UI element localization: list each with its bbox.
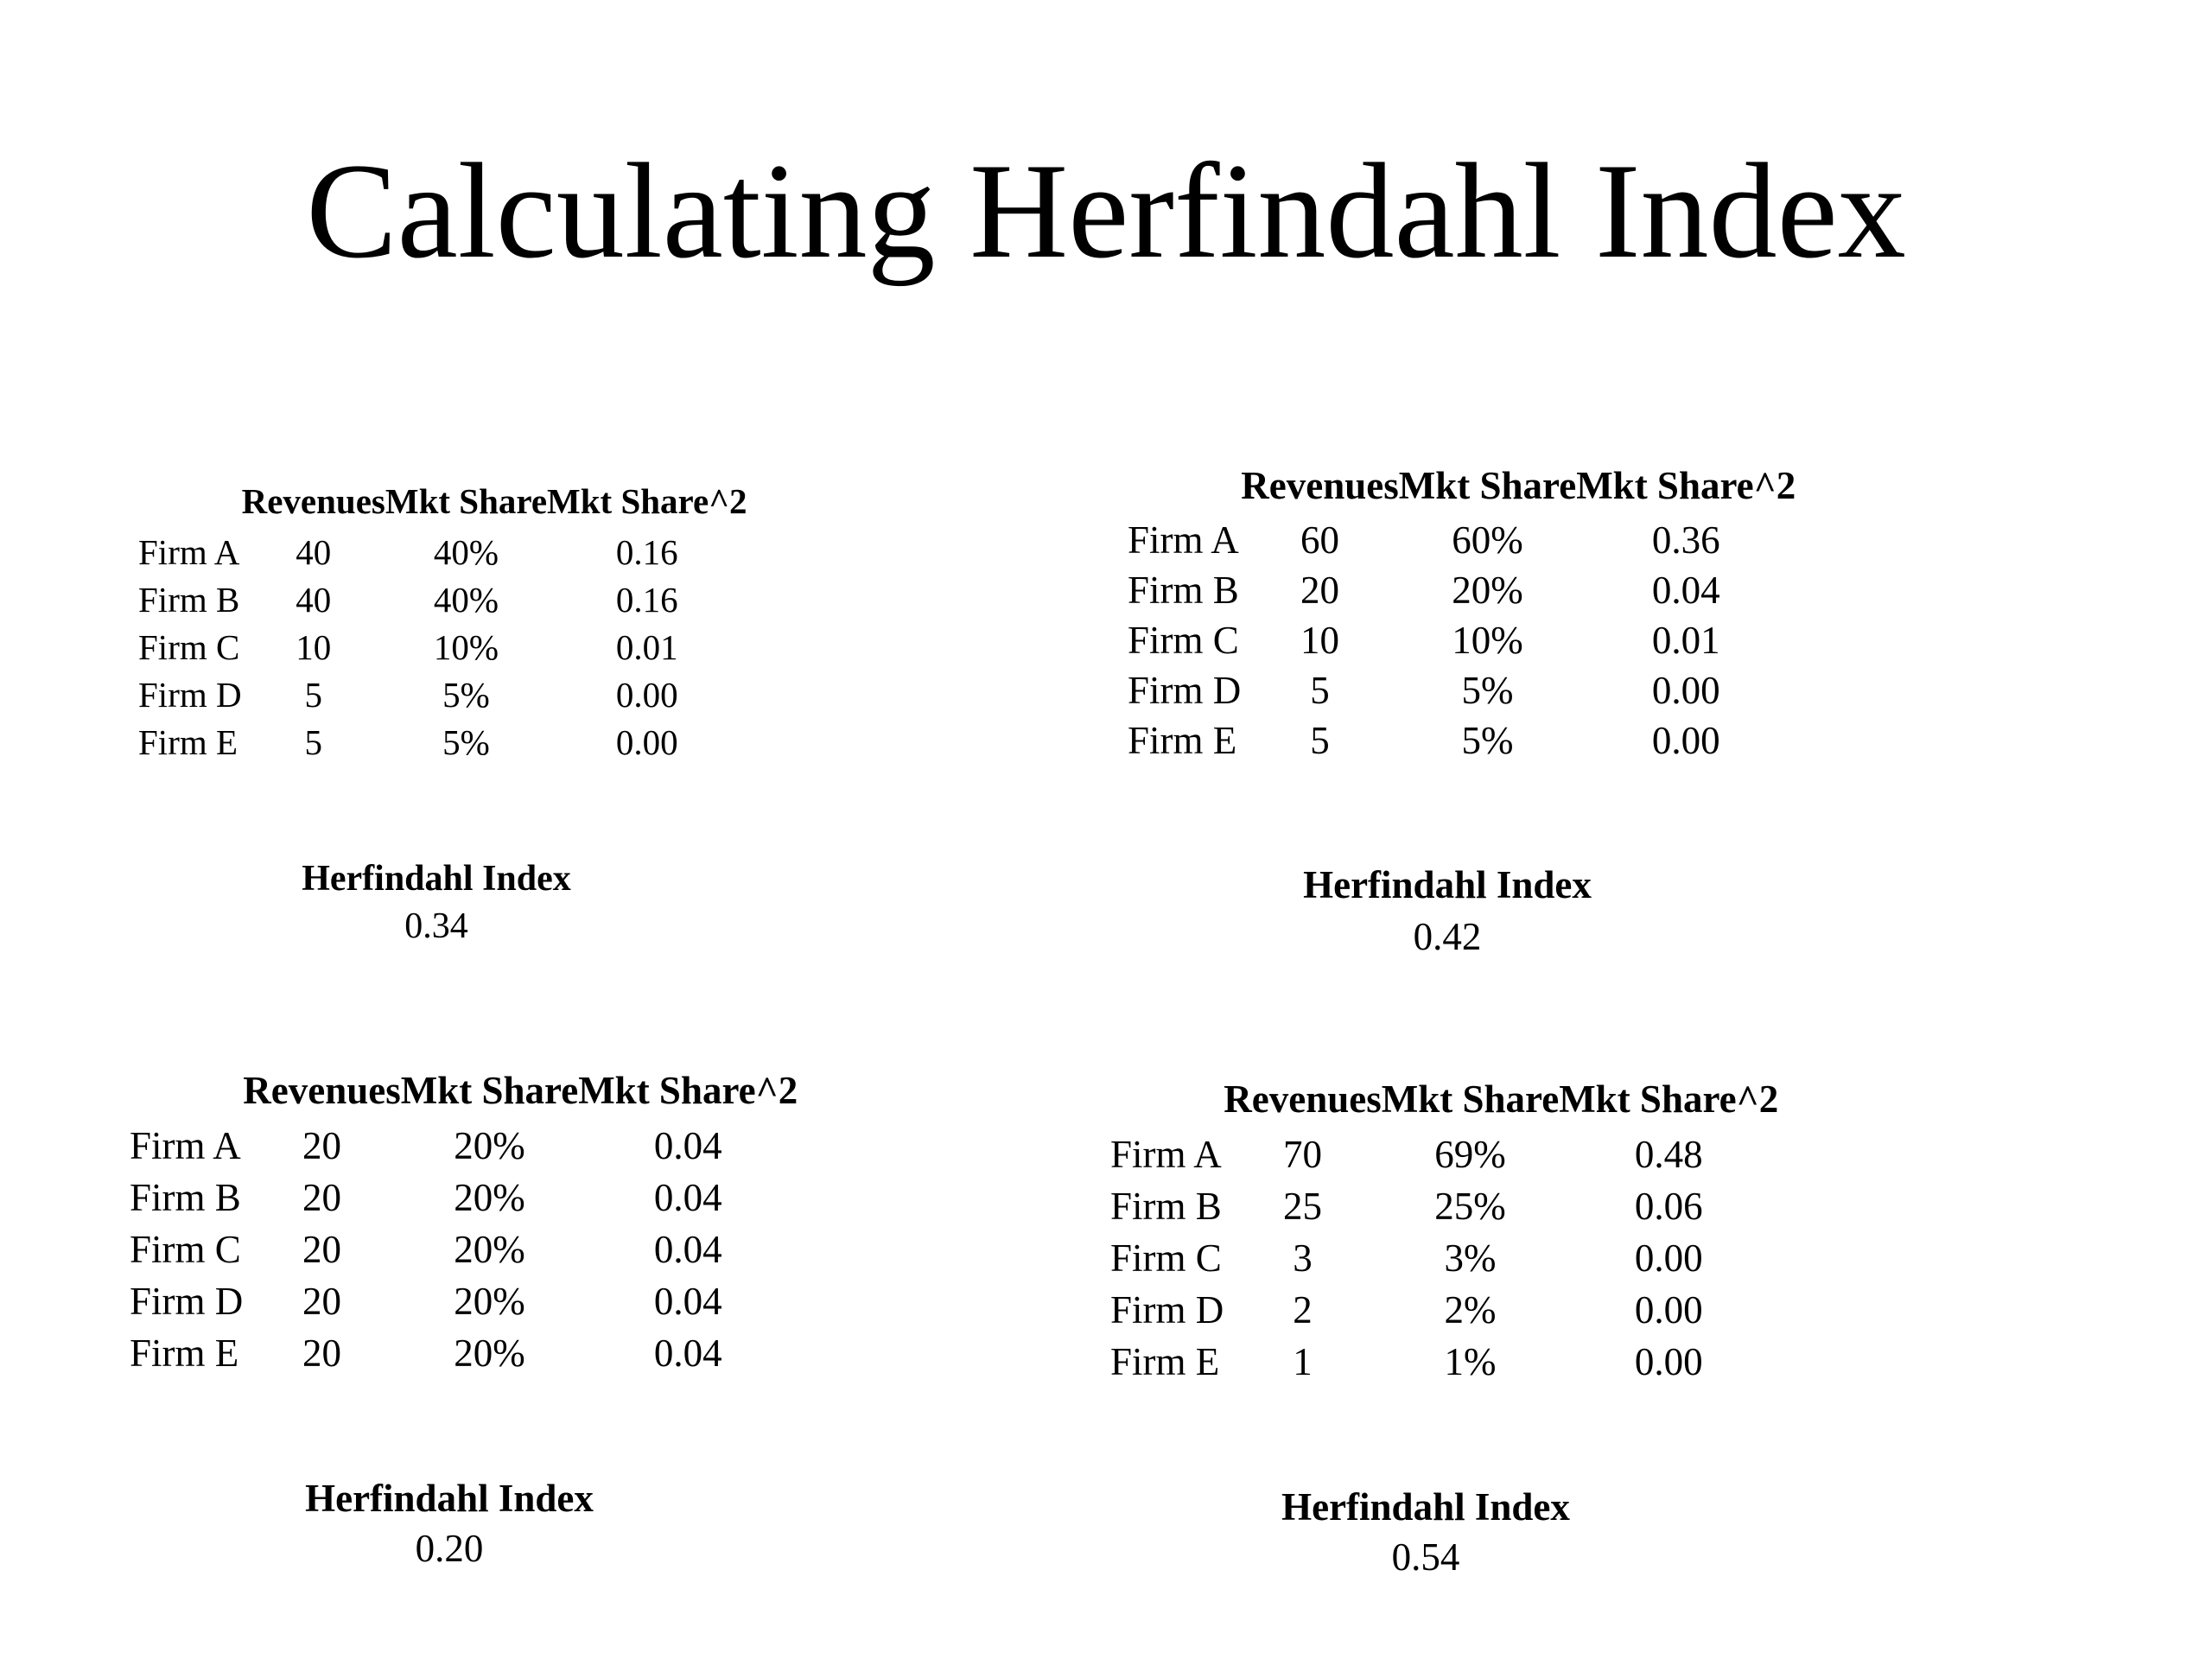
firm-name: Firm E — [1110, 1340, 1220, 1383]
table-row — [138, 624, 747, 671]
firm-name: Firm C — [138, 627, 240, 667]
firm-name: Firm C — [1128, 619, 1239, 662]
table-header-row — [1128, 456, 1796, 515]
mkt-share-value: 5% — [442, 722, 490, 762]
table-row — [1128, 565, 1796, 615]
mkt-share-squared-value: 0.16 — [615, 532, 678, 572]
revenues-column-header: Revenues — [243, 1069, 401, 1112]
mkt-share-column-header: Mkt Share — [1398, 464, 1577, 507]
firm-name: Firm A — [1110, 1133, 1222, 1176]
herfindahl-index-label: Herfindahl Index — [1281, 1485, 1570, 1529]
firm-name: Firm C — [1110, 1236, 1222, 1280]
table-row — [1110, 1336, 1778, 1388]
revenues-value: 60 — [1300, 518, 1339, 562]
firm-column-header — [1128, 456, 1241, 515]
firm-name: Firm B — [1110, 1185, 1222, 1228]
mkt-share-value: 5% — [1461, 669, 1514, 712]
mkt-share-value: 25% — [1434, 1185, 1506, 1228]
table-row — [1110, 1284, 1778, 1336]
mkt-share-value: 1% — [1444, 1340, 1497, 1383]
revenues-value: 20 — [302, 1124, 341, 1167]
firm-name: Firm A — [138, 532, 240, 572]
hhi-table — [138, 474, 747, 766]
table-row — [1110, 1232, 1778, 1284]
mkt-share-squared-value: 0.00 — [1651, 719, 1720, 762]
mkt-share-column-header: Mkt Share — [400, 1069, 579, 1112]
firm-name: Firm D — [130, 1280, 244, 1323]
table-row — [1110, 1180, 1778, 1232]
herfindahl-index-value: 0.34 — [404, 906, 468, 946]
revenues-value: 5 — [1310, 669, 1330, 712]
revenues-value: 20 — [302, 1280, 341, 1323]
mkt-share-squared-column-header: Mkt Share^2 — [578, 1069, 798, 1112]
mkt-share-squared-value: 0.16 — [615, 580, 678, 620]
mkt-share-squared-value: 0.00 — [1651, 669, 1720, 712]
firm-column-header — [138, 474, 242, 529]
revenues-value: 40 — [296, 580, 332, 620]
table-row — [138, 576, 747, 624]
revenues-value: 40 — [296, 532, 332, 572]
firm-name: Firm E — [1128, 719, 1237, 762]
firm-name: Firm D — [1110, 1288, 1224, 1332]
mkt-share-value: 10% — [433, 627, 499, 667]
mkt-share-value: 69% — [1434, 1133, 1506, 1176]
mkt-share-squared-value: 0.00 — [615, 722, 678, 762]
table-row — [130, 1120, 798, 1172]
herfindahl-index-value: 0.54 — [1391, 1535, 1460, 1579]
revenues-value: 20 — [1300, 569, 1339, 612]
mkt-share-squared-value: 0.36 — [1651, 518, 1720, 562]
mkt-share-value: 5% — [1461, 719, 1514, 762]
revenues-value: 2 — [1293, 1288, 1313, 1332]
firm-column-header — [130, 1061, 243, 1120]
table-header-row — [130, 1061, 798, 1120]
firm-name: Firm B — [138, 580, 240, 620]
mkt-share-squared-value: 0.04 — [653, 1332, 722, 1375]
mkt-share-column-header: Mkt Share — [1381, 1077, 1560, 1121]
table-header-row — [138, 474, 747, 529]
mkt-share-squared-value: 0.00 — [1634, 1236, 1703, 1280]
mkt-share-value: 3% — [1444, 1236, 1497, 1280]
revenues-value: 3 — [1293, 1236, 1313, 1280]
revenues-value: 25 — [1283, 1185, 1322, 1228]
firm-name: Firm E — [130, 1332, 239, 1375]
mkt-share-squared-value: 0.00 — [615, 675, 678, 715]
mkt-share-squared-value: 0.04 — [653, 1176, 722, 1219]
mkt-share-value: 20% — [454, 1280, 525, 1323]
hhi-table — [130, 1061, 798, 1379]
herfindahl-index-label: Herfindahl Index — [302, 859, 571, 899]
slide-title: Calculating Herfindahl Index — [306, 136, 1906, 287]
revenues-value: 70 — [1283, 1133, 1322, 1176]
revenues-value: 20 — [302, 1228, 341, 1271]
firm-name: Firm B — [130, 1176, 241, 1219]
revenues-column-header: Revenues — [1224, 1077, 1382, 1121]
hhi-table — [1128, 456, 1796, 766]
mkt-share-value: 2% — [1444, 1288, 1497, 1332]
mkt-share-squared-value: 0.04 — [653, 1124, 722, 1167]
mkt-share-value: 20% — [454, 1332, 525, 1375]
mkt-share-squared-value: 0.04 — [653, 1228, 722, 1271]
revenues-value: 20 — [302, 1332, 341, 1375]
firm-name: Firm A — [130, 1124, 241, 1167]
herfindahl-index-value: 0.42 — [1413, 915, 1482, 958]
mkt-share-squared-column-header: Mkt Share^2 — [547, 481, 747, 521]
table-row — [1110, 1128, 1778, 1180]
hhi-table — [1110, 1070, 1778, 1388]
table-row — [130, 1327, 798, 1379]
mkt-share-squared-value: 0.00 — [1634, 1288, 1703, 1332]
mkt-share-squared-value: 0.06 — [1634, 1185, 1703, 1228]
mkt-share-squared-column-header: Mkt Share^2 — [1576, 464, 1796, 507]
firm-name: Firm D — [138, 675, 242, 715]
mkt-share-squared-value: 0.04 — [653, 1280, 722, 1323]
table-row — [1128, 515, 1796, 565]
mkt-share-value: 40% — [433, 580, 499, 620]
firm-column-header — [1110, 1070, 1224, 1128]
herfindahl-index-label: Herfindahl Index — [305, 1477, 594, 1520]
table-row — [1128, 665, 1796, 715]
firm-name: Firm C — [130, 1228, 241, 1271]
table-row — [138, 671, 747, 719]
mkt-share-squared-value: 0.01 — [615, 627, 678, 667]
mkt-share-squared-column-header: Mkt Share^2 — [1559, 1077, 1779, 1121]
mkt-share-squared-value: 0.00 — [1634, 1340, 1703, 1383]
firm-name: Firm E — [138, 722, 238, 762]
mkt-share-squared-value: 0.04 — [1651, 569, 1720, 612]
mkt-share-value: 20% — [454, 1124, 525, 1167]
mkt-share-value: 60% — [1452, 518, 1523, 562]
table-row — [1128, 615, 1796, 665]
revenues-column-header: Revenues — [241, 481, 385, 521]
revenues-column-header: Revenues — [1241, 464, 1399, 507]
mkt-share-value: 20% — [454, 1228, 525, 1271]
herfindahl-index-value: 0.20 — [415, 1527, 484, 1570]
mkt-share-squared-value: 0.01 — [1651, 619, 1720, 662]
firm-name: Firm A — [1128, 518, 1239, 562]
revenues-value: 20 — [302, 1176, 341, 1219]
revenues-value: 10 — [1300, 619, 1339, 662]
mkt-share-squared-value: 0.48 — [1634, 1133, 1703, 1176]
mkt-share-column-header: Mkt Share — [385, 481, 548, 521]
table-row — [1128, 715, 1796, 766]
mkt-share-value: 10% — [1452, 619, 1523, 662]
mkt-share-value: 40% — [433, 532, 499, 572]
table-row — [138, 529, 747, 576]
firm-name: Firm B — [1128, 569, 1239, 612]
mkt-share-value: 5% — [442, 675, 490, 715]
revenues-value: 10 — [296, 627, 332, 667]
mkt-share-value: 20% — [454, 1176, 525, 1219]
table-row — [130, 1224, 798, 1275]
revenues-value: 5 — [304, 722, 322, 762]
herfindahl-index-label: Herfindahl Index — [1303, 863, 1592, 906]
table-header-row — [1110, 1070, 1778, 1128]
firm-name: Firm D — [1128, 669, 1242, 712]
revenues-value: 5 — [1310, 719, 1330, 762]
table-row — [138, 719, 747, 766]
table-row — [130, 1275, 798, 1327]
revenues-value: 5 — [304, 675, 322, 715]
table-row — [130, 1172, 798, 1224]
revenues-value: 1 — [1293, 1340, 1313, 1383]
mkt-share-value: 20% — [1452, 569, 1523, 612]
